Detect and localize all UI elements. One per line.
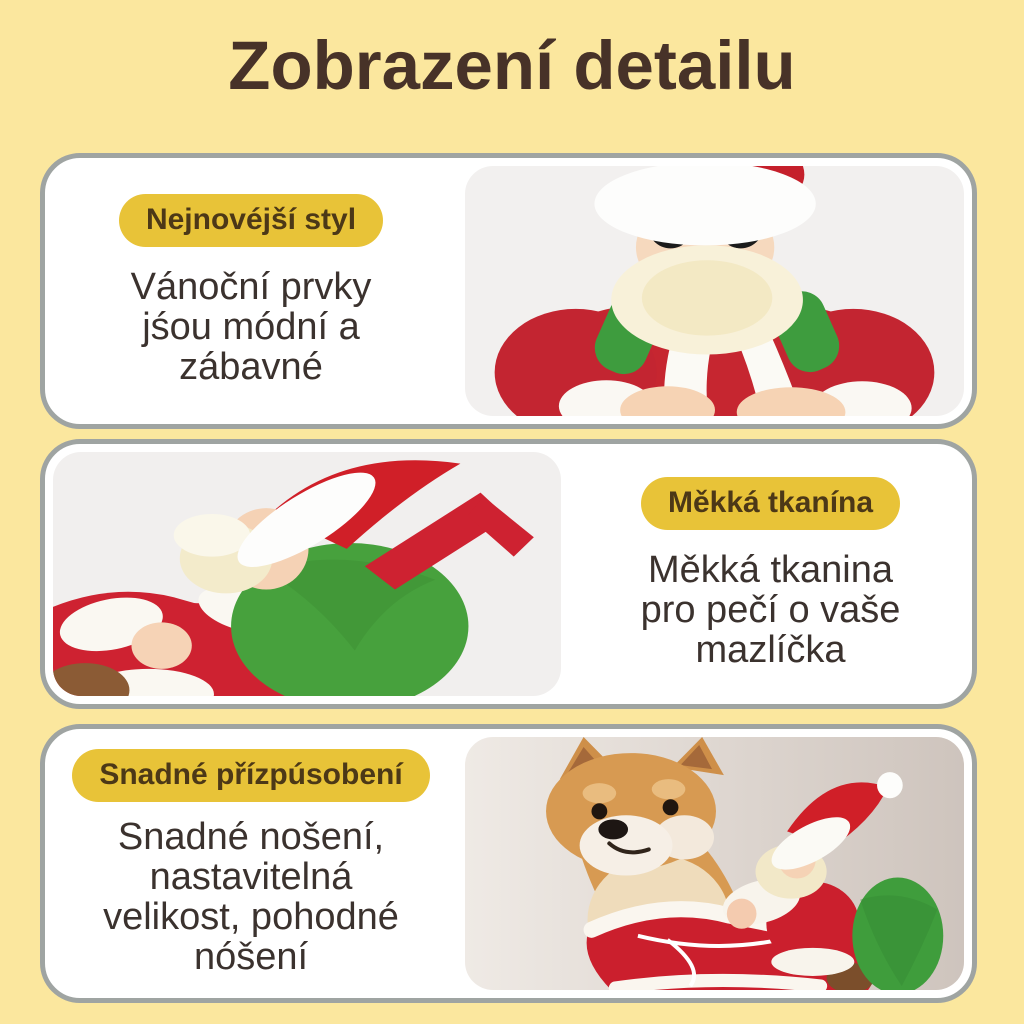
feature-card-latest-style [40, 153, 977, 429]
page-title: Zobrazení detailu [228, 27, 796, 104]
feature-badge: Nejnovéjší styl [119, 194, 383, 247]
feature-badge: Měkká tkanína [641, 477, 900, 530]
feature-description [103, 818, 399, 978]
feature-line: zábavné [179, 345, 323, 388]
feature-line: nastavitelná [149, 856, 353, 899]
feature-line: velikost, pohodné [103, 896, 399, 938]
feature-card-easy-fit [40, 724, 977, 1003]
feature-text-block [569, 444, 972, 704]
feature-text-block [45, 729, 457, 998]
feature-line: mazlíčka [695, 628, 846, 671]
feature-description [131, 268, 372, 388]
feature-line: Měkká tkanina [647, 549, 893, 592]
feature-line: Vánoční prvky [130, 266, 372, 309]
feature-description [641, 551, 901, 671]
feature-card-soft-fabric [40, 439, 977, 709]
feature-line: jśou módní a [142, 306, 360, 349]
feature-line: pro pečí o vaše [640, 589, 901, 632]
feature-text-block [45, 158, 457, 424]
feature-line: Snadné nošení, [117, 816, 385, 859]
santa-plush-front-photo [465, 166, 964, 416]
dog-wearing-santa-costume-photo [465, 737, 964, 990]
santa-plush-side-photo [53, 452, 561, 696]
feature-line: nóšení [193, 935, 309, 978]
feature-badge: Snadné přízpúsobení [72, 749, 429, 802]
